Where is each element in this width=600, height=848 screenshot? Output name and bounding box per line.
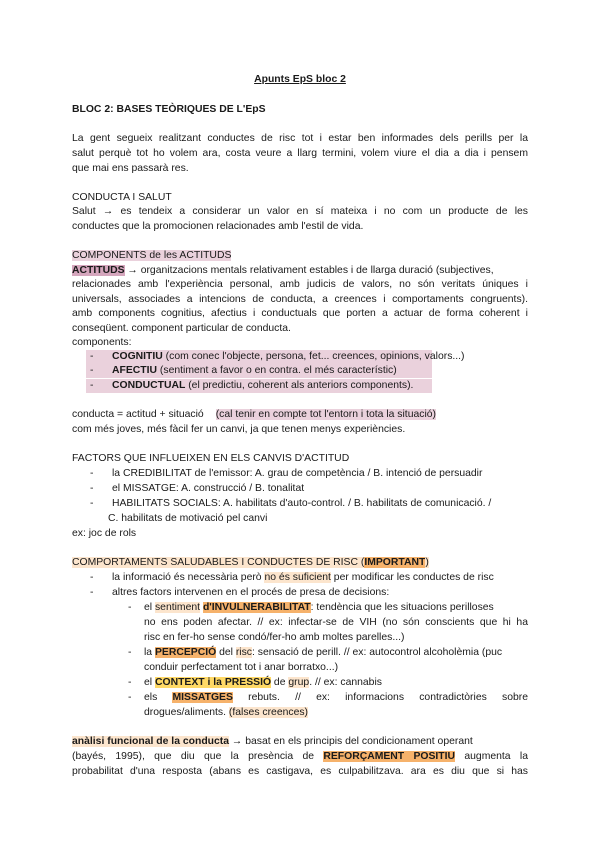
document-title: Apunts EpS bloc 2 (254, 74, 346, 85)
component-desc: (com conec l'objecte, persona, fet... creences, opinions, valors...) (162, 351, 465, 362)
reforcament-positiu: REFORÇAMENT POSITIU (323, 751, 456, 762)
sub-item: - el CONTEXT i la PRESSIÓ de grup. // ex: cannabis (128, 677, 382, 688)
missatges: MISSATGES (172, 692, 233, 703)
text: per modificar les conductes de risc (330, 572, 494, 583)
intro-line: salut perquè tot ho volem ara, costa veure a llarg termini, volem viure el dia a dia i pensem (72, 148, 528, 159)
no-suficient: no és suficient (264, 572, 331, 583)
percepcio: PERCEPCIÓ (154, 647, 217, 658)
formula: conducta = actitud + situació (72, 409, 204, 420)
heading-part: de les (146, 250, 180, 261)
dash: - (90, 380, 94, 391)
risc: risc (235, 647, 252, 658)
text: drogues/aliments. (144, 707, 229, 718)
component-item (90, 349, 528, 364)
context-pressio: CONTEXT i la PRESSIÓ (154, 677, 272, 688)
comport-heading-text: COMPORTAMENTS SALUDABLES I CONDUCTES DE RISC ( (72, 557, 365, 568)
sub-item-cont: conduir perfectament tot i anar borratxo...) (144, 662, 339, 673)
formula-note: (cal tenir en compte tot l'entorn i tota la situació) (215, 409, 436, 420)
text: del (216, 647, 236, 658)
text: augmenta la (455, 751, 528, 762)
component-desc: (sentiment a favor o en contra. el més característic) (157, 365, 397, 376)
components-line: universals, associades a intencions de conducta, a creences i comportaments congruents). (72, 294, 528, 305)
components-line: conseqüent. component particular de conducta. (72, 323, 291, 334)
factor-item: - HABILITATS SOCIALS: A. habilitats d'auto-control. / B. habilitats de comunicació. / (90, 498, 492, 509)
component-desc: (el predictiu, coherent als anteriors components). (185, 380, 414, 391)
components-list-label: components: (72, 337, 132, 348)
factor-item: - el MISSATGE: A. construcció / B. tonalitat (90, 483, 305, 494)
components-line: amb components cognitius, afectius i conductuals que porten a actuar de forma coherent i (72, 308, 528, 319)
component-item (90, 378, 528, 393)
component-item (90, 363, 528, 378)
components-line: relacionades amb l'experiència personal, amb judicis de valors, no són veritats úniques i (72, 279, 528, 290)
text: → basat en els principis del condicionament operant (229, 736, 473, 747)
intro-line: que mai ens passarà res. (72, 163, 189, 174)
factors-example: ex: joc de rols (72, 528, 137, 539)
sub-item: - els MISSATGES rebuts. // ex: informacions contradictòries sobre (128, 692, 528, 703)
analisi-line (72, 734, 528, 749)
component-term: COGNITIU (112, 351, 163, 362)
text: la (144, 647, 155, 658)
intro-line: La gent segueix realitzant conductes de risc tot i estar ben informades dels perills per la (72, 133, 528, 144)
text: els (144, 692, 173, 703)
factor-text: el MISSATGE: A. construcció / B. tonalitat (112, 483, 305, 494)
factor-text: HABILITATS SOCIALS: A. habilitats d'auto-control. / B. habilitats de comunicació. / (112, 498, 492, 509)
sentiment: sentiment (154, 602, 201, 613)
component-term: CONDUCTUAL (112, 380, 186, 391)
sub-item: - la PERCEPCIÓ del risc: sensació de perill. // ex: autocontrol alcoholèmia (puc (128, 647, 503, 658)
text: rebuts. // ex: informacions contradictòries sobre (232, 692, 528, 703)
important-label: IMPORTANT (364, 557, 426, 568)
heading-part: ACTITUDS (179, 250, 232, 261)
text: (bayés, 1995), que diu que la presència de (72, 751, 324, 762)
actituds-term: ACTITUDS (72, 265, 125, 276)
text: . // ex: cannabis (309, 677, 382, 688)
invulnerabilitat: d'INVULNERABILITAT (202, 602, 311, 613)
factor-item: - la CREDIBILITAT de l'emissor: A. grau de competència / B. intenció de persuadir (90, 468, 483, 479)
sub-item-cont: risc en fer-ho sense condó/fer-ho amb moltes parelles...) (144, 632, 405, 643)
factor-item-cont: C. habilitats de motivació pel canvi (108, 513, 268, 524)
actituds-definition (72, 263, 528, 278)
text: el (144, 602, 155, 613)
components-heading (72, 248, 528, 263)
conducta-heading: CONDUCTA I SALUT (72, 192, 172, 203)
formula-line2: com més joves, més fàcil fer un canvi, ja que tenen menys experiències. (72, 424, 406, 435)
section-heading: BLOC 2: BASES TEÒRIQUES DE L'EpS (72, 104, 266, 115)
dash: - (90, 351, 94, 362)
text: altres factors intervenen en el procés de presa de decisions: (112, 587, 390, 598)
text: de (271, 677, 289, 688)
sub-item: - el sentiment d'INVULNERABILITAT: tendència que les situacions perilloses (128, 602, 494, 613)
conducta-line: Salut → es tendeix a considerar un valor en sí mateixa i no com un producte de les (72, 206, 528, 217)
text: : sensació de perill. // ex: autocontrol alcoholèmia (puc (252, 647, 503, 658)
sub-item-cont (144, 705, 528, 720)
comport-item: - altres factors intervenen en el procés de presa de decisions: (90, 587, 390, 598)
heading-part: COMPONENTS (72, 250, 147, 261)
formula-line (72, 407, 528, 422)
dash: - (90, 365, 94, 376)
text: el (144, 677, 155, 688)
factors-heading: FACTORS QUE INFLUEIXEN EN ELS CANVIS D'ACTITUD (72, 453, 350, 464)
comport-heading (72, 555, 528, 570)
factor-text: la CREDIBILITAT de l'emissor: A. grau de competència / B. intenció de persuadir (112, 468, 483, 479)
text: la informació és necessària però (112, 572, 265, 583)
text: : tendència que les situacions perilloses (310, 602, 494, 613)
sub-item-cont: no ens poden afectar. // ex: infectar-se de VIH (no són conscients que hi ha (144, 617, 528, 628)
grup: grup (288, 677, 310, 688)
component-term: AFECTIU (112, 365, 158, 376)
comport-item: - la informació és necessària però no és suficient per modificar les conductes de risc (90, 572, 494, 583)
paren: ) (425, 557, 429, 568)
analisi-term: anàlisi funcional de la conducta (72, 736, 230, 747)
falses-creences: (falses creences) (228, 707, 309, 718)
conducta-line: conductes que la promocionen relacionades amb l'estil de vida. (72, 221, 364, 232)
definition-text: → organitzacions mentals relativament estables i de llarga duració (subjectives, (124, 265, 494, 276)
analisi-line: probabilitat d'una resposta (abans es castigava, es culpabilitzava. ara es diu que si has (72, 766, 528, 777)
analisi-line (72, 749, 528, 764)
